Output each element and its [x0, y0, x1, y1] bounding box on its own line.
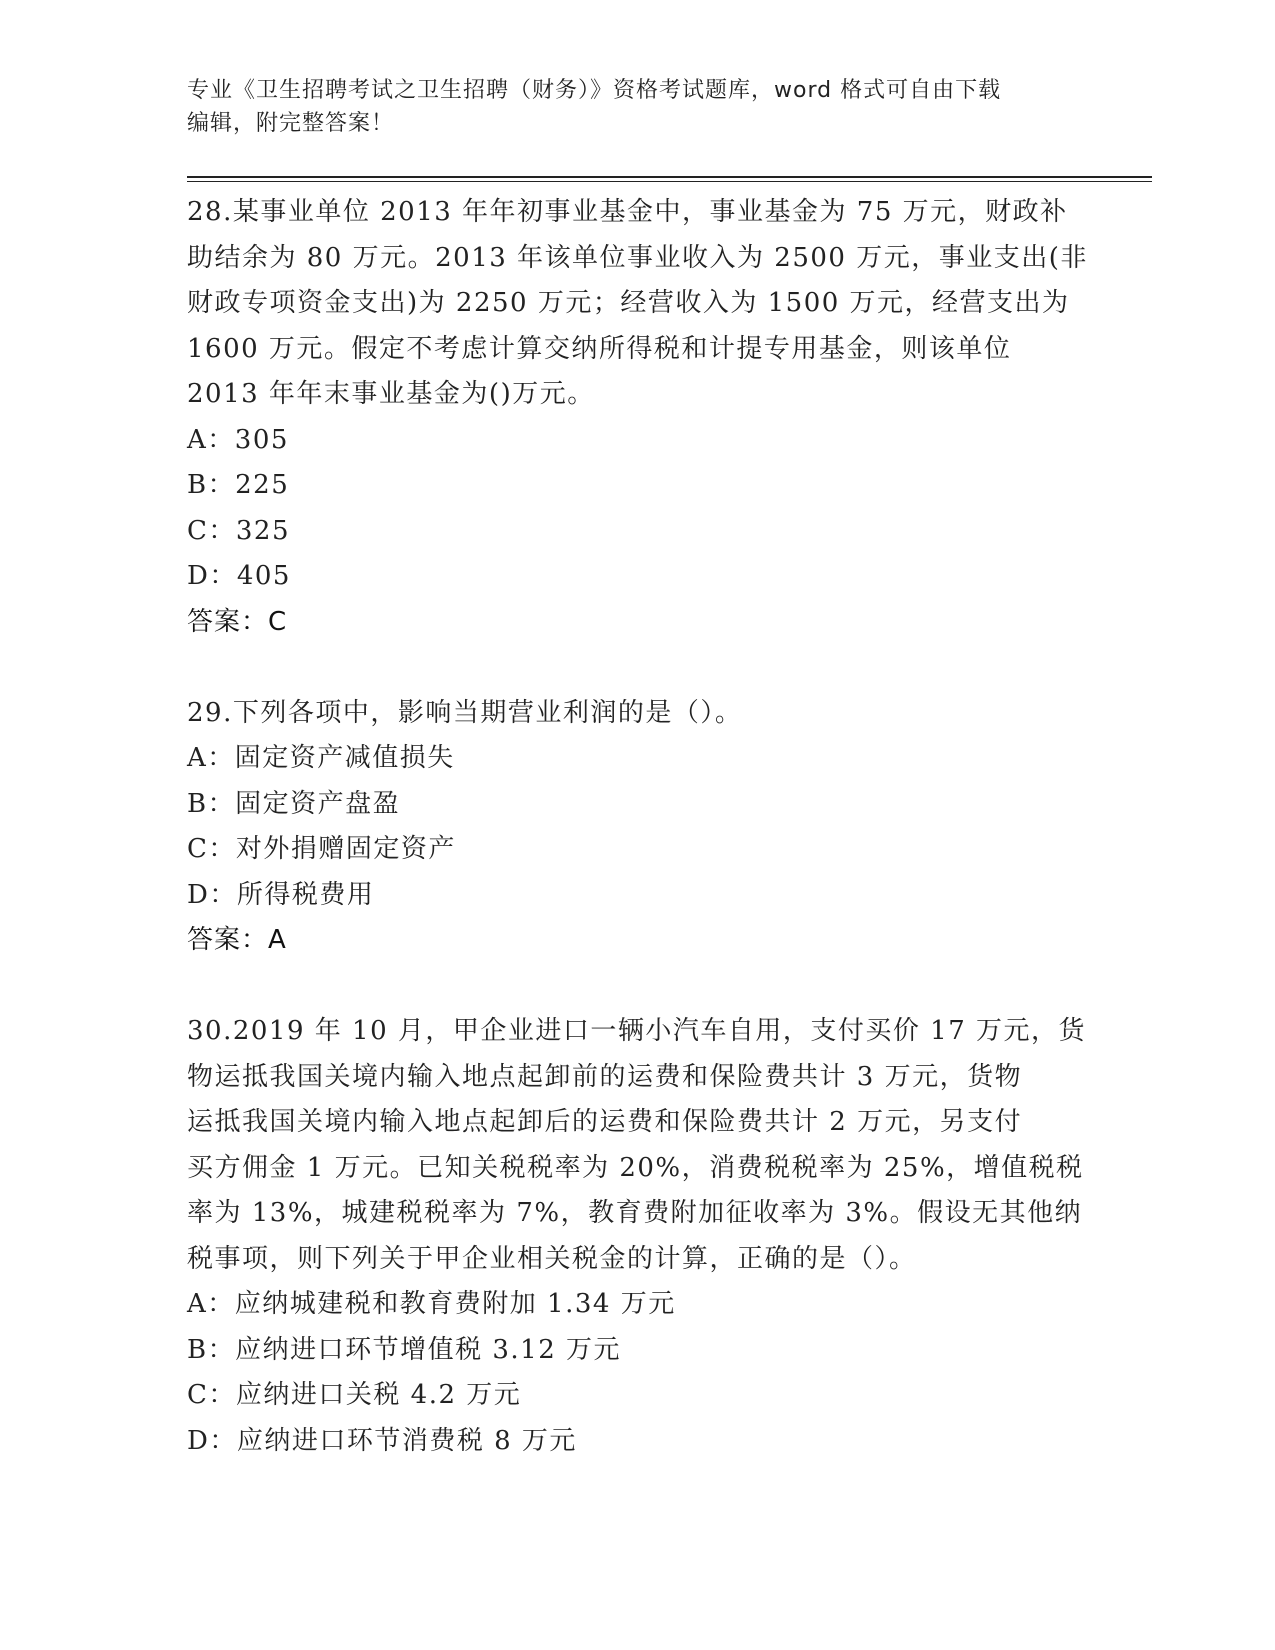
question-stem-line: 29.下列各项中，影响当期营业利润的是（）。 — [187, 697, 743, 728]
answer-line: 答案：C — [187, 606, 288, 637]
option-d: D：所得税费用 — [187, 879, 375, 910]
header-divider-thick — [187, 176, 1152, 178]
question-stem-line: 1600 万元。假定不考虑计算交纳所得税和计提专用基金，则该单位 — [187, 333, 1012, 364]
option-c: C：对外捐赠固定资产 — [187, 834, 456, 864]
question-stem-line: 运抵我国关境内输入地点起卸后的运费和保险费共计 2 万元，另支付 — [187, 1107, 1023, 1137]
header-divider-thin — [187, 181, 1152, 182]
option-a: A：固定资产减值损失 — [187, 743, 455, 773]
question-list — [187, 190, 1087, 1464]
question-stem-line: 税事项，则下列关于甲企业相关税金的计算，正确的是（）。 — [187, 1243, 917, 1274]
answer-line: 答案：A — [187, 925, 287, 955]
option-b: B：固定资产盘盈 — [187, 788, 401, 819]
document-header — [187, 74, 1087, 140]
question-stem-line: 30.2019 年 10 月，甲企业进口一辆小汽车自用，支付买价 17 万元，货 — [187, 1016, 1087, 1046]
question-stem-line: 率为 13%，城建税税率为 7%，教育费附加征收率为 3%。假设无其他纳 — [187, 1198, 1083, 1228]
question-spacer — [187, 645, 1087, 691]
header-line-1: 专业《卫生招聘考试之卫生招聘（财务）》资格考试题库，word 格式可自由下载 — [187, 78, 1002, 103]
option-b: B：225 — [187, 470, 290, 500]
question-spacer — [187, 964, 1087, 1010]
option-d: D：405 — [187, 561, 291, 591]
question-stem-line: 买方佣金 1 万元。已知关税税率为 20%，消费税税率为 25%，增值税税 — [187, 1152, 1084, 1183]
question-stem-line: 物运抵我国关境内输入地点起卸前的运费和保险费共计 3 万元，货物 — [187, 1061, 1023, 1092]
question-stem-line: 28.某事业单位 2013 年年初事业基金中，事业基金为 75 万元，财政补 — [187, 197, 1068, 227]
option-c: C：325 — [187, 515, 291, 546]
question-stem-line: 助结余为 80 万元。2013 年该单位事业收入为 2500 万元，事业支出(非 — [187, 242, 1088, 273]
question-30 — [187, 1009, 1087, 1464]
option-d: D：应纳进口环节消费税 8 万元 — [187, 1425, 577, 1456]
option-a: A：应纳城建税和教育费附加 1.34 万元 — [187, 1289, 676, 1319]
question-29 — [187, 691, 1087, 964]
header-line-2: 编辑，附完整答案！ — [187, 111, 395, 136]
option-b: B：应纳进口环节增值税 3.12 万元 — [187, 1334, 622, 1365]
question-28 — [187, 190, 1087, 645]
question-stem-line: 财政专项资金支出)为 2250 万元；经营收入为 1500 万元，经营支出为 — [187, 288, 1070, 318]
option-c: C：应纳进口关税 4.2 万元 — [187, 1380, 522, 1410]
question-stem-line: 2013 年年末事业基金为()万元。 — [187, 379, 595, 409]
option-a: A：305 — [187, 424, 289, 455]
